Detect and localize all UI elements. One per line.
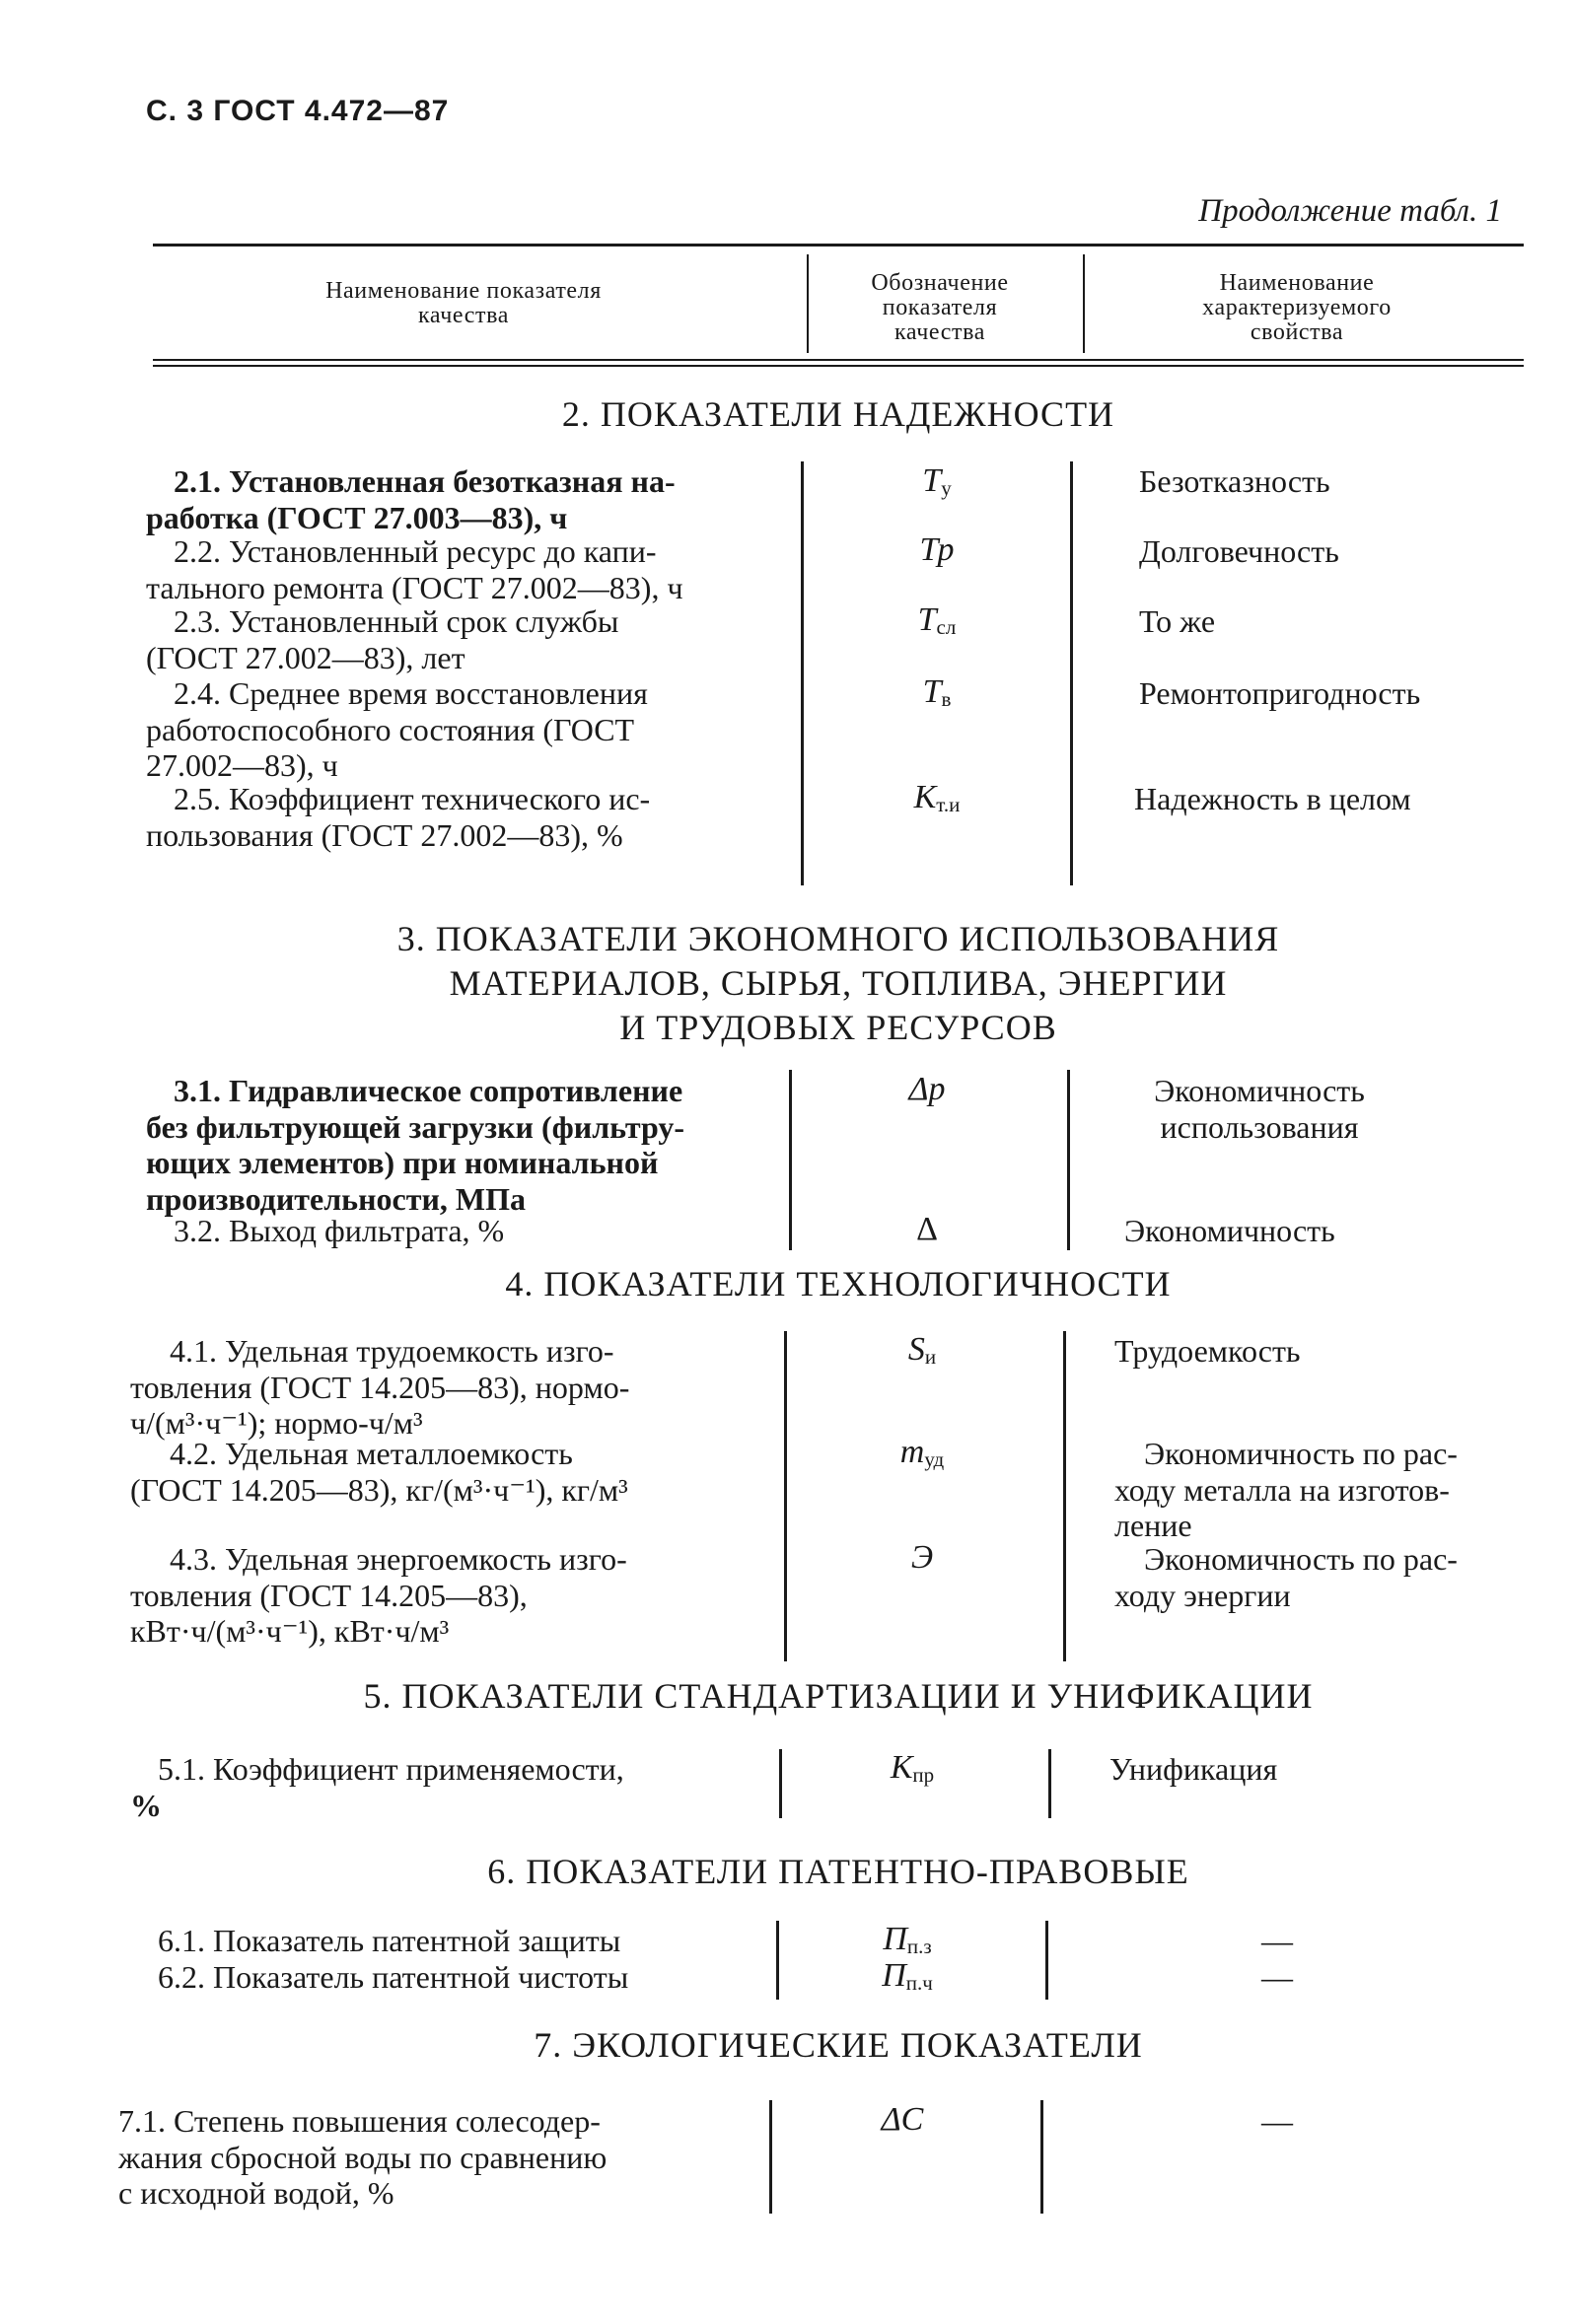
property-5-1: Унификация (1109, 1751, 1278, 1787)
column-divider (1063, 1331, 1066, 1661)
indicator-4-3: 4.3. Удельная энергоемкость изго- товления (ГОСТ 14.205—83), кВт·ч/(м³·ч⁻¹), кВт·ч/м³ (130, 1541, 627, 1649)
column-divider (784, 1331, 787, 1661)
column-divider (1045, 1921, 1048, 2000)
symbol-2-1: $Т_у$ (922, 462, 952, 500)
header-bottom-rule-2 (153, 365, 1524, 367)
property-4-2: Экономичность по рас- ходу металла на изготов- ление (1114, 1436, 1458, 1543)
symbol-2-2: Тр (919, 531, 955, 568)
column-header-name: Наименование показателя качества (325, 278, 602, 328)
indicator-3-1: 3.1. Гидравлическое сопротивление без фильтрующей загрузки (фильтру- ющих элементов) при номинальной производительности, МПа (146, 1073, 684, 1217)
symbol-3-1: Δp (908, 1071, 946, 1107)
header-bottom-rule (153, 359, 1524, 361)
table-continuation-label: Продолжение табл. 1 (1198, 193, 1502, 229)
indicator-3-2: 3.2. Выход фильтрата, % (174, 1213, 505, 1248)
column-divider (776, 1921, 779, 2000)
property-2-2: Долговечность (1139, 533, 1339, 569)
section-title-standardization: 5. ПОКАЗАТЕЛИ СТАНДАРТИЗАЦИИ И УНИФИКАЦИИ (363, 1676, 1314, 1716)
table-top-rule (153, 244, 1524, 246)
property-4-3: Экономичность по рас- ходу энергии (1114, 1541, 1458, 1613)
symbol-4-2: $m_{уд}$ (899, 1434, 945, 1471)
section-title-economy: 3. ПОКАЗАТЕЛИ ЭКОНОМНОГО ИСПОЛЬЗОВАНИЯ МАТЕРИАЛОВ, СЫРЬЯ, ТОПЛИВА, ЭНЕРГИИ И ТРУДОВЫХ РЕСУРСОВ (396, 919, 1280, 1047)
column-divider (769, 2100, 772, 2214)
page-header: С. 3 ГОСТ 4.472—87 (146, 95, 450, 127)
column-divider (801, 461, 804, 885)
section-title-ecology: 7. ЭКОЛОГИЧЕСКИЕ ПОКАЗАТЕЛИ (534, 2025, 1143, 2065)
property-2-5: Надежность в целом (1134, 781, 1411, 816)
symbol-2-4: $Т_в$ (922, 673, 952, 711)
symbol-2-3: $Т_{сл}$ (917, 601, 957, 639)
property-3-2: Экономичность (1124, 1213, 1335, 1248)
symbol-6-2: $П_{п.ч}$ (882, 1957, 933, 1995)
property-6-2: — (1261, 1959, 1293, 1995)
indicator-2-1: 2.1. Установленная безотказная на- работка (ГОСТ 27.003—83), ч (146, 463, 676, 535)
indicator-4-1: 4.1. Удельная трудоемкость изго- товления (ГОСТ 14.205—83), нормо- ч/(м³·ч⁻¹); нормо-ч/м³ (130, 1333, 630, 1441)
column-divider (1040, 2100, 1043, 2214)
header-divider (1083, 254, 1085, 353)
property-4-1: Трудоемкость (1114, 1333, 1301, 1369)
section-title-patent: 6. ПОКАЗАТЕЛИ ПАТЕНТНО-ПРАВОВЫЕ (487, 1852, 1189, 1891)
indicator-2-3: 2.3. Установленный срок службы (ГОСТ 27.002—83), лет (146, 603, 619, 675)
section-title-reliability: 2. ПОКАЗАТЕЛИ НАДЕЖНОСТИ (561, 394, 1115, 434)
column-divider (1048, 1749, 1051, 1818)
symbol-5-1: $К_{пр}$ (890, 1749, 935, 1787)
property-2-4: Ремонтопригодность (1139, 675, 1421, 711)
indicator-5-1: 5.1. Коэффициент применяемости, % (130, 1751, 624, 1823)
indicator-6-1: 6.1. Показатель патентной защиты (158, 1923, 621, 1958)
property-2-3: То же (1139, 603, 1216, 639)
indicator-2-2: 2.2. Установленный ресурс до капи- тального ремонта (ГОСТ 27.002—83), ч (146, 533, 683, 605)
indicator-7-1: 7.1. Степень повышения солесодер- жания сбросной воды по сравнению с исходной водой, % (118, 2103, 608, 2211)
column-header-property: Наименование характеризуемого свойства (1202, 270, 1392, 345)
symbol-6-1: $П_{п.з}$ (883, 1921, 932, 1958)
column-divider (779, 1749, 782, 1818)
column-divider (789, 1070, 792, 1250)
column-divider (1070, 461, 1073, 885)
symbol-3-2: Δ (916, 1211, 938, 1247)
section-title-technology: 4. ПОКАЗАТЕЛИ ТЕХНОЛОГИЧНОСТИ (505, 1264, 1172, 1303)
symbol-4-3: Э (910, 1539, 934, 1576)
property-3-1: Экономичность использования (1154, 1073, 1365, 1145)
indicator-4-2: 4.2. Удельная металлоемкость (ГОСТ 14.205—83), кг/(м³·ч⁻¹), кг/м³ (130, 1436, 628, 1508)
column-header-designation: Обозначение показателя качества (871, 270, 1009, 345)
property-7-1: — (1261, 2103, 1293, 2139)
indicator-6-2: 6.2. Показатель патентной чистоты (158, 1959, 629, 1995)
indicator-2-4: 2.4. Среднее время восстановления работоспособного состояния (ГОСТ 27.002—83), ч (146, 675, 648, 783)
symbol-4-1: $S_и$ (907, 1331, 937, 1369)
property-2-1: Безотказность (1139, 463, 1330, 499)
symbol-7-1: ΔC (881, 2101, 924, 2138)
indicator-2-5: 2.5. Коэффициент технического ис- пользования (ГОСТ 27.002—83), % (146, 781, 651, 853)
symbol-2-5: $К_{т.и}$ (913, 779, 961, 816)
header-divider (807, 254, 809, 353)
column-divider (1067, 1070, 1070, 1250)
property-6-1: — (1261, 1923, 1293, 1958)
